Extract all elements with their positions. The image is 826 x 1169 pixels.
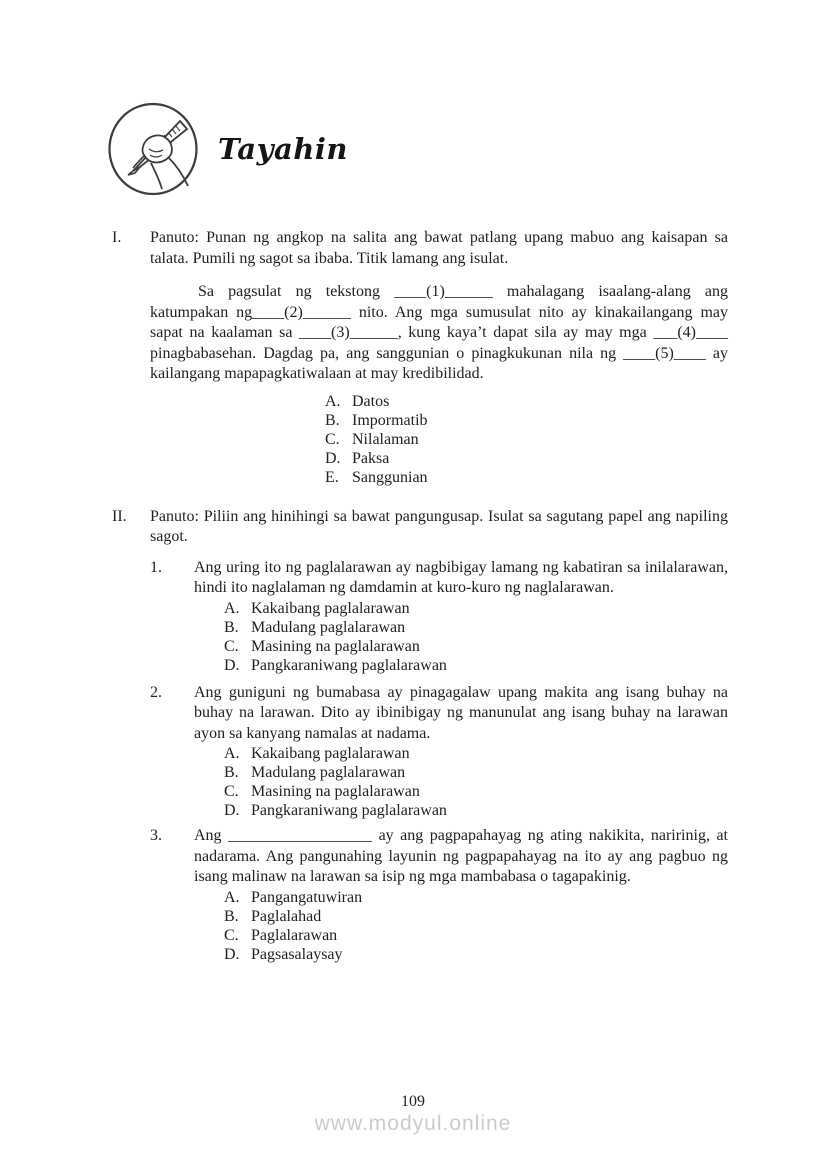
question-1-choices: [224, 599, 728, 675]
choice-letter: D.: [325, 449, 341, 467]
choice-text: Impormatib: [352, 411, 428, 429]
choice-option: [224, 782, 728, 801]
choice-text: Madulang paglalarawan: [251, 764, 406, 781]
choice-letter: C.: [325, 430, 340, 448]
choice-letter: C.: [224, 783, 239, 800]
page-number: 109: [401, 1093, 425, 1110]
choice-text: Pangangatuwiran: [251, 888, 363, 906]
choice-text: Datos: [352, 392, 390, 410]
choice-option: [224, 599, 728, 618]
choice-text: Masining na paglalarawan: [251, 783, 420, 800]
question-number: 3.: [150, 827, 162, 844]
choice-letter: C.: [224, 926, 239, 944]
choice-option: [224, 888, 728, 907]
watermark: www.modyul.online: [314, 1112, 512, 1135]
section-1-paragraph: Sa pagsulat ng tekstong ____(1)______ mahalagang isaalang-alang ang katumpakan ng____(2)______ nito. Ang mga sumusulat nito ay kinakailangang may sapat na kaalaman sa ____(3)______, kung kaya’t dapat sila ay may mga ___(4)____ pinagbabasehan. Dagdag pa, ang sanggunian o pinagkukunan nila ng ____(5)____ ay kailangang mapapagkatiwalaan at may kredibilidad.: [150, 283, 728, 382]
question-2: [150, 683, 728, 821]
choice-text: Paglalarawan: [251, 926, 338, 944]
choice-option: [224, 907, 728, 926]
choice-option: [224, 744, 728, 763]
choice-option: [325, 392, 728, 411]
choice-letter: B.: [224, 764, 239, 781]
choice-text: Kakaibang paglalarawan: [251, 599, 410, 617]
choice-letter: E.: [325, 468, 339, 486]
choice-text: Pagsasalaysay: [251, 945, 343, 963]
choice-option: [224, 945, 728, 964]
choice-letter: A.: [224, 745, 240, 762]
question-text: Ang uring ito ng paglalarawan ay nagbibigay lamang ng kabatiran sa inilalarawan, hindi ito naglalaman ng damdamin at kuro-kuro ng naglalarawan.: [194, 558, 728, 596]
choice-letter: C.: [224, 637, 239, 655]
choice-letter: D.: [224, 802, 240, 819]
choice-letter: B.: [325, 411, 340, 429]
choice-text: Paglalahad: [251, 907, 322, 925]
choice-option: [224, 801, 728, 820]
section-2-instruction: Panuto: Piliin ang hinihingi sa bawat pangungusap. Isulat sa sagutang papel ang napiling sagot.: [150, 507, 728, 545]
choice-text: Nilalaman: [352, 430, 419, 448]
question-3: [150, 826, 728, 964]
worksheet-content: [112, 228, 728, 964]
choice-letter: A.: [224, 888, 240, 906]
choice-text: Paksa: [352, 449, 390, 467]
choice-text: Madulang paglalarawan: [251, 618, 406, 636]
choice-text: Kakaibang paglalarawan: [251, 745, 410, 762]
section-1-numeral: I.: [112, 229, 122, 246]
choice-text: Pangkaraniwang paglalarawan: [251, 802, 447, 819]
choice-letter: B.: [224, 907, 239, 925]
page-title: Tayahin: [218, 132, 348, 166]
question-1: [150, 558, 728, 675]
question-3-choices: [224, 888, 728, 964]
question-number: 1.: [150, 558, 162, 576]
choice-option: [224, 618, 728, 637]
choice-letter: A.: [224, 599, 240, 617]
writing-hand-icon: [106, 102, 200, 196]
question-text: Ang guniguni ng bumabasa ay pinagagalaw upang makita ang isang buhay na buhay na larawan. Dito ay ibinibigay ng manunulat ang isang buhay na larawan ayon sa kanyang namalas at nadama.: [194, 683, 728, 742]
choice-option: [224, 656, 728, 675]
choice-letter: D.: [224, 945, 240, 963]
choice-text: Sanggunian: [352, 468, 428, 486]
choice-option: [224, 637, 728, 656]
choice-option: [325, 468, 728, 487]
section-2-numeral: II.: [112, 507, 127, 525]
question-2-choices: [224, 744, 728, 820]
question-text: Ang __________________ ay ang pagpapahayag ng ating nakikita, naririnig, at nadarama. Ang pangunahing layunin ng pagpapahayag na ito ay ang pagbuo ng isang malinaw na larawan sa isip ng mga mambabasa o tagapakinig.: [194, 827, 728, 885]
section-2: [112, 507, 728, 964]
choice-option: [325, 430, 728, 449]
choice-letter: A.: [325, 392, 341, 410]
choice-option: [224, 926, 728, 945]
choice-text: Masining na paglalarawan: [251, 637, 420, 655]
question-number: 2.: [150, 683, 162, 701]
choice-letter: B.: [224, 618, 239, 636]
choice-option: [224, 763, 728, 782]
section-1: [112, 228, 728, 487]
choice-option: [325, 411, 728, 430]
section-1-instruction: Panuto: Punan ng angkop na salita ang bawat patlang upang mabuo ang kaisapan sa talata. Pumili ng sagot sa ibaba. Titik lamang ang isulat.: [150, 229, 728, 267]
choice-letter: D.: [224, 656, 240, 674]
choice-text: Pangkaraniwang paglalarawan: [251, 656, 447, 674]
section-1-choices: [325, 392, 728, 487]
choice-option: [325, 449, 728, 468]
